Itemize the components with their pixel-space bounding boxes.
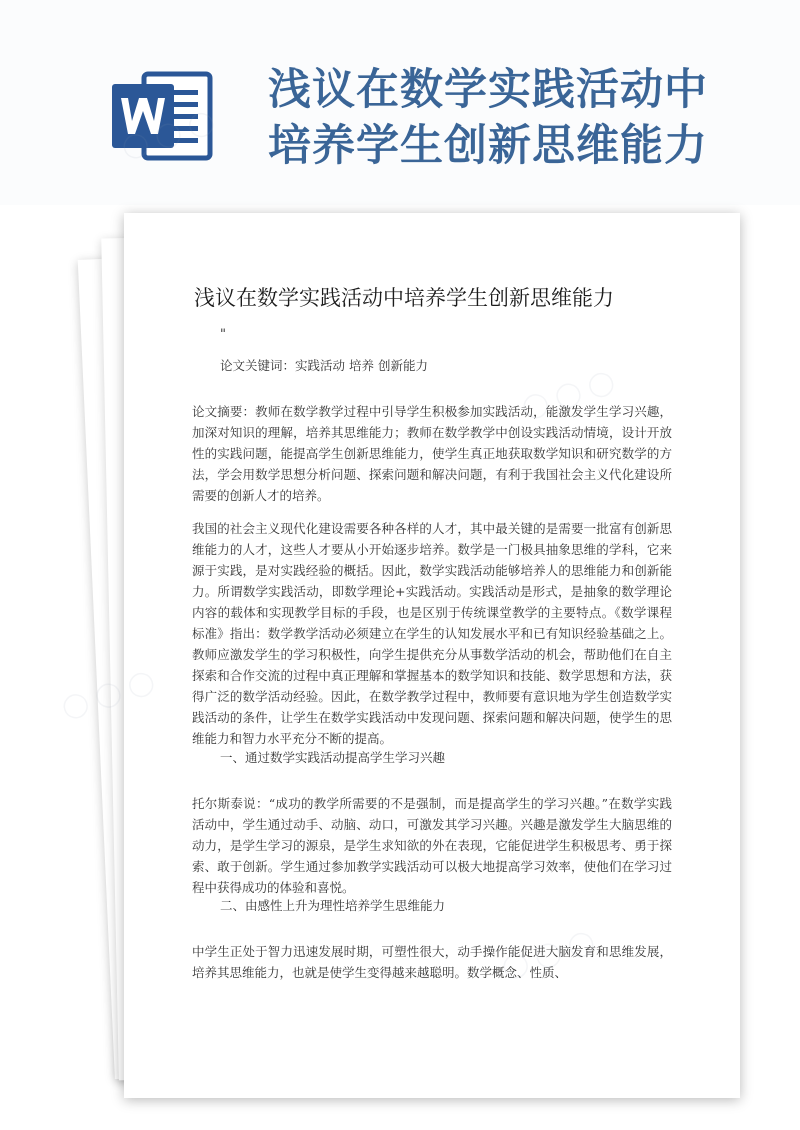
watermark: ◯ bbox=[58, 687, 93, 723]
banner bbox=[0, 0, 800, 205]
banner-title-line1: 浅议在数学实践活动中 bbox=[268, 65, 708, 115]
body-paragraph-1: 我国的社会主义现代化建设需要各种各样的人才，其中最关键的是需要一批富有创新思维能力的人才，这些人才要从小开始逐步培养。数学是一门极具抽象思维的学科，它来源于实践，是对实践经验的概括。因此，数学实践活动能够培养人的思维能力和创新能力。所谓数学实践活动，即数学理论+实践活动。实践活动是形式，是抽象的数学理论内容的载体和实现教学目标的手段，也是区别于传统课堂教学的主要特点。《数学课程标准》指出：数学教学活动必须建立在学生的认知发展水平和已有知识经验基础之上。教师应激发学生的学习积极性，向学生提供充分从事数学活动的机会，帮助他们在自主探索和合作交流的过程中真正理解和掌握基本的数学知识和技能、数学思想和方法，获得广泛的数学活动经验。因此，在数学教学过程中，教师要有意识地为学生创造数学实践活动的条件，让学生在数学实践活动中发现问题、探索问题和解决问题，使学生的思维能力和智力水平充分不断的提高。 bbox=[192, 521, 672, 746]
word-document-icon bbox=[108, 66, 218, 166]
banner-title bbox=[268, 62, 788, 174]
quote-mark: " bbox=[220, 327, 226, 342]
document-title: 浅议在数学实践活动中培养学生创新思维能力 bbox=[194, 286, 614, 310]
body-paragraph-2: 托尔斯泰说：“成功的教学所需要的不是强制，而是提高学生的学习兴趣。”在数学实践活动中，学生通过动手、动脑、动口，可激发其学习兴趣。兴趣是激发学生大脑思维的动力，是学生学习的源泉，是学生求知欲的外在表现，它能促进学生积极思考、勇于探索、敢于创新。学生通过参加教学实践活动可以极大地提高学习效率，使他们在学习过程中获得成功的体验和喜悦。 bbox=[192, 796, 672, 895]
section-heading-1: 一、通过数学实践活动提高学生学习兴趣 bbox=[220, 750, 446, 765]
keywords-line: 论文关键词：实践活动 培养 创新能力 bbox=[220, 358, 428, 373]
banner-title-line2: 培养学生创新思维能力 bbox=[268, 121, 708, 171]
section-heading-2: 二、由感性上升为理性培养学生思维能力 bbox=[220, 898, 446, 913]
abstract-paragraph: 论文摘要：教师在数学教学过程中引导学生积极参加实践活动，能激发学生学习兴趣，加深对知识的理解，培养其思维能力；教师在数学教学中创设实践活动情境，设计开放性的实践问题，能提高学生创新思维能力，使学生真正地获取数学知识和研究数学的方法，学会用数学思想分析问题、探索问题和解决问题，有利于我国社会主义代化建设所需要的创新人才的培养。 bbox=[192, 404, 672, 503]
body-paragraph-3: 中学生正处于智力迅速发展时期，可塑性很大，动手操作能促进大脑发育和思维发展，培养其思维能力，也就是使学生变得越来越聪明。数学概念、性质、 bbox=[192, 944, 672, 980]
document-page bbox=[124, 213, 740, 1098]
